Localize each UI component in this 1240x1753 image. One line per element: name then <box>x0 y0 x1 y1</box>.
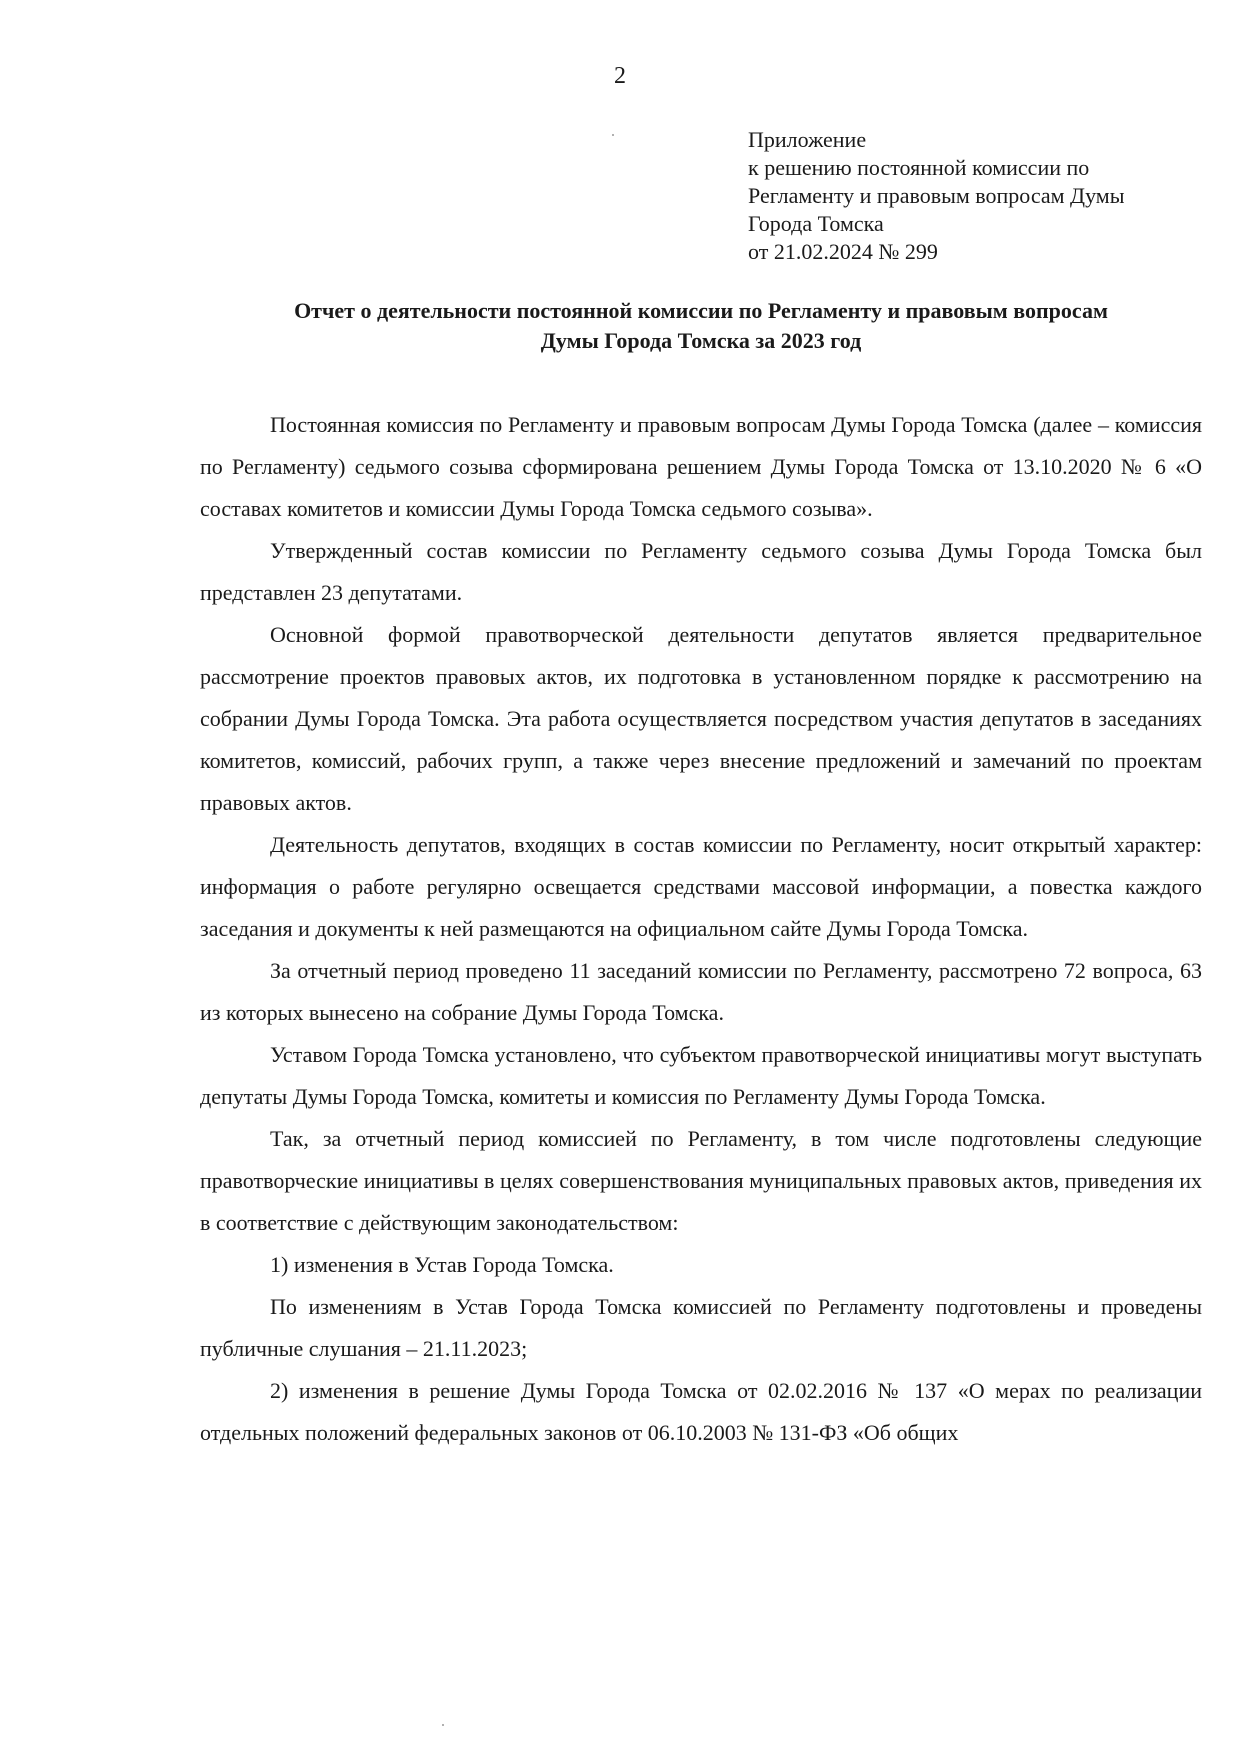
paragraph: Основной формой правотворческой деятельности депутатов является предварительное рассмотрение проектов правовых актов, их подготовка в установленном порядке к рассмотрению на собрании Думы Города Томска. Эта работа осуществляется посредством участия депутатов в заседаниях комитетов, комиссий, рабочих групп, а также через внесение предложений и замечаний по проектам правовых актов. <box>200 622 1202 815</box>
paragraph: 2) изменения в решение Думы Города Томска от 02.02.2016 № 137 «О мерах по реализации отдельных положений федеральных законов от 06.10.2003 № 131-ФЗ «Об общих <box>200 1378 1202 1445</box>
paragraph: 1) изменения в Устав Города Томска. <box>270 1252 614 1277</box>
paragraph: Утвержденный состав комиссии по Регламенту седьмого созыва Думы Города Томска был представлен 23 депутатами. <box>200 538 1202 605</box>
scan-speck <box>442 1724 444 1726</box>
appendix-line: от 21.02.2024 № 299 <box>748 239 938 264</box>
paragraph: Постоянная комиссия по Регламенту и правовым вопросам Думы Города Томска (далее – комиссия по Регламенту) седьмого созыва сформирована решением Думы Города Томска от 13.10.2020 № 6 «О составах комитетов и комиссии Думы Города Томска седьмого созыва». <box>200 412 1202 521</box>
paragraph: По изменениям в Устав Города Томска комиссией по Регламенту подготовлены и проведены публичные слушания – 21.11.2023; <box>200 1294 1202 1361</box>
paragraph: Деятельность депутатов, входящих в состав комиссии по Регламенту, носит открытый характер: информация о работе регулярно освещается средствами массовой информации, а повестка каждого заседания и документы к ней размещаются на официальном сайте Думы Города Томска. <box>200 832 1202 941</box>
appendix-line: Города Томска <box>748 211 884 236</box>
title-line-1: Отчет о деятельности постоянной комиссии по Регламенту и правовым вопросам <box>294 298 1108 323</box>
appendix-line: к решению постоянной комиссии по <box>748 155 1090 180</box>
document-title <box>200 296 1202 356</box>
appendix-block <box>748 126 1124 266</box>
title-line-2: Думы Города Томска за 2023 год <box>540 328 862 353</box>
paragraph: Уставом Города Томска установлено, что субъектом правотворческой инициативы могут выступать депутаты Думы Города Томска, комитеты и комиссия по Регламенту Думы Города Томска. <box>200 1042 1202 1109</box>
paragraph: Так, за отчетный период комиссией по Регламенту, в том числе подготовлены следующие правотворческие инициативы в целях совершенствования муниципальных правовых актов, приведения их в соответствие с действующим законодательством: <box>200 1126 1202 1235</box>
document-body <box>200 404 1202 1454</box>
scan-speck <box>612 134 614 136</box>
page-number: 2 <box>614 63 626 89</box>
appendix-line: Приложение <box>748 127 867 152</box>
paragraph: За отчетный период проведено 11 заседаний комиссии по Регламенту, рассмотрено 72 вопроса, 63 из которых вынесено на собрание Думы Города Томска. <box>200 958 1202 1025</box>
appendix-line: Регламенту и правовым вопросам Думы <box>748 183 1125 208</box>
